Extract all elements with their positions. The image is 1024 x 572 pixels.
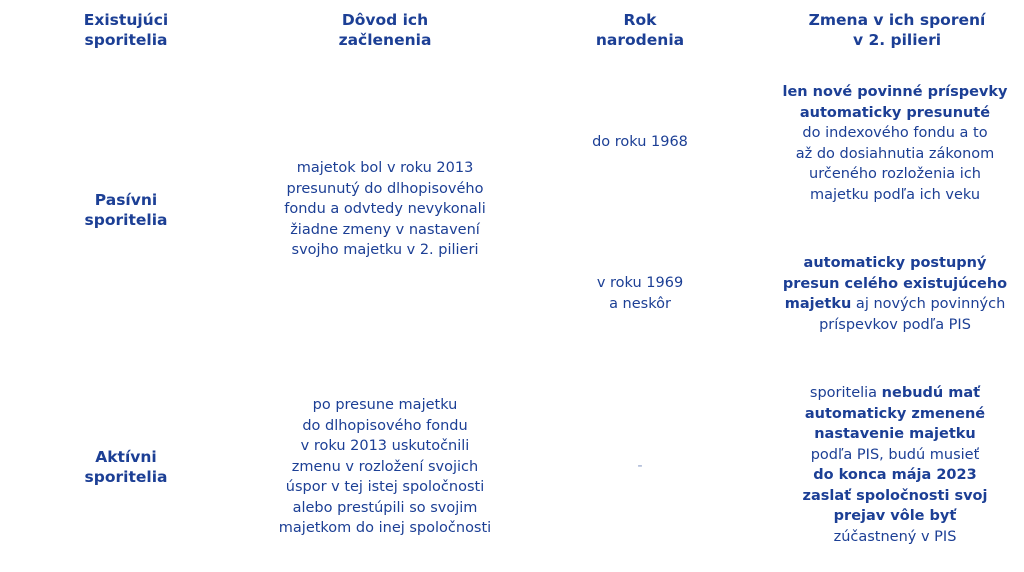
active-reason bbox=[250, 395, 520, 539]
active-change-normal-8: zúčastnený v PIS bbox=[833, 528, 957, 545]
active-year-dash: - bbox=[637, 458, 643, 474]
header-reason-line-1: Dôvod ich bbox=[341, 11, 429, 29]
row-label-active-line-2: sporitelia bbox=[84, 468, 168, 486]
row-label-passive-line-1: Pasívni bbox=[94, 191, 158, 209]
active-change-bold-1: nebudú mať bbox=[881, 385, 981, 401]
passive-change-younger-bold-1: automaticky postupný bbox=[803, 255, 987, 271]
active-reason-line: úspor v tej istej spoločnosti bbox=[285, 479, 485, 495]
passive-year-from-1969 bbox=[565, 273, 715, 314]
passive-change-older-line: majetku podľa ich veku bbox=[809, 186, 981, 203]
passive-reason-line: fondu a odvtedy nevykonali bbox=[284, 201, 486, 217]
active-change-bold-3: nastavenie majetku bbox=[814, 426, 976, 442]
passive-change-older bbox=[770, 82, 1020, 205]
active-reason-line: zmenu v rozložení svojich bbox=[291, 458, 479, 475]
active-reason-line: alebo prestúpili so svojim bbox=[292, 499, 478, 516]
passive-change-younger-bold-2: presun celého existujúceho bbox=[782, 275, 1008, 292]
passive-reason-line: presunutý do dlhopisového bbox=[286, 180, 484, 197]
header-birth-year-line-2: narodenia bbox=[595, 31, 685, 49]
passive-year-from-1969-line-2: a neskôr bbox=[609, 295, 671, 312]
active-change-normal-1: sporitelia bbox=[809, 385, 882, 401]
row-label-active-line-1: Aktívni bbox=[95, 448, 157, 466]
passive-change-younger-line-3 bbox=[770, 294, 1020, 315]
row-label-passive bbox=[56, 190, 196, 230]
passive-reason-line: svojho majetku v 2. pilieri bbox=[291, 242, 479, 258]
passive-change-younger-bold-3: majetku bbox=[784, 296, 852, 312]
row-label-passive-line-2: sporitelia bbox=[84, 211, 168, 229]
passive-change-older-bold-1: len nové povinné príspevky bbox=[782, 84, 1008, 100]
active-change-normal-4: podľa PIS, budú musieť bbox=[810, 446, 980, 463]
active-change-bold-5: do konca mája 2023 bbox=[813, 467, 977, 483]
active-reason-line: do dlhopisového fondu bbox=[302, 417, 468, 434]
passive-change-younger bbox=[770, 253, 1020, 335]
header-change-line-1: Zmena v ich sporení bbox=[808, 11, 986, 29]
passive-reason bbox=[255, 158, 515, 261]
passive-reason-line: žiadne zmeny v nastavení bbox=[290, 221, 480, 238]
passive-year-from-1969-line-1: v roku 1969 bbox=[596, 275, 684, 291]
active-change-bold-6: zaslať spoločnosti svoj bbox=[802, 487, 988, 504]
passive-change-younger-line-4: príspevkov podľa PIS bbox=[819, 316, 971, 333]
header-existing-savers-line-1: Existujúci bbox=[83, 11, 169, 29]
active-change-bold-2: automaticky zmenené bbox=[804, 405, 986, 422]
header-change-line-2: v 2. pilieri bbox=[852, 31, 942, 49]
header-birth-year-line-1: Rok bbox=[623, 11, 657, 29]
header-change bbox=[782, 10, 1012, 50]
passive-change-older-line: až do dosiahnutia zákonom bbox=[795, 145, 995, 162]
active-change-bold-7: prejav vôle byť bbox=[833, 508, 957, 524]
header-reason bbox=[310, 10, 460, 50]
active-reason-line: majetkom do inej spoločnosti bbox=[278, 520, 492, 536]
passive-change-younger-rest-3: aj nových povinných bbox=[851, 296, 1006, 312]
passive-year-before-1968: do roku 1968 bbox=[592, 134, 688, 150]
passive-reason-line: majetok bol v roku 2013 bbox=[296, 160, 474, 176]
active-reason-line: v roku 2013 uskutočnili bbox=[300, 438, 470, 454]
passive-change-older-bold-2: automaticky presunuté bbox=[799, 104, 991, 121]
active-change-line-1 bbox=[770, 383, 1020, 404]
header-existing-savers-line-2: sporitelia bbox=[84, 31, 168, 49]
header-reason-line-2: začlenenia bbox=[338, 31, 432, 49]
active-reason-line: po presune majetku bbox=[312, 397, 458, 413]
header-birth-year bbox=[575, 10, 705, 50]
passive-change-older-line: určeného rozloženia ich bbox=[809, 166, 981, 182]
passive-change-older-line: do indexového fondu a to bbox=[802, 125, 988, 141]
row-label-active bbox=[56, 447, 196, 487]
active-change bbox=[770, 383, 1020, 547]
header-existing-savers bbox=[56, 10, 196, 50]
